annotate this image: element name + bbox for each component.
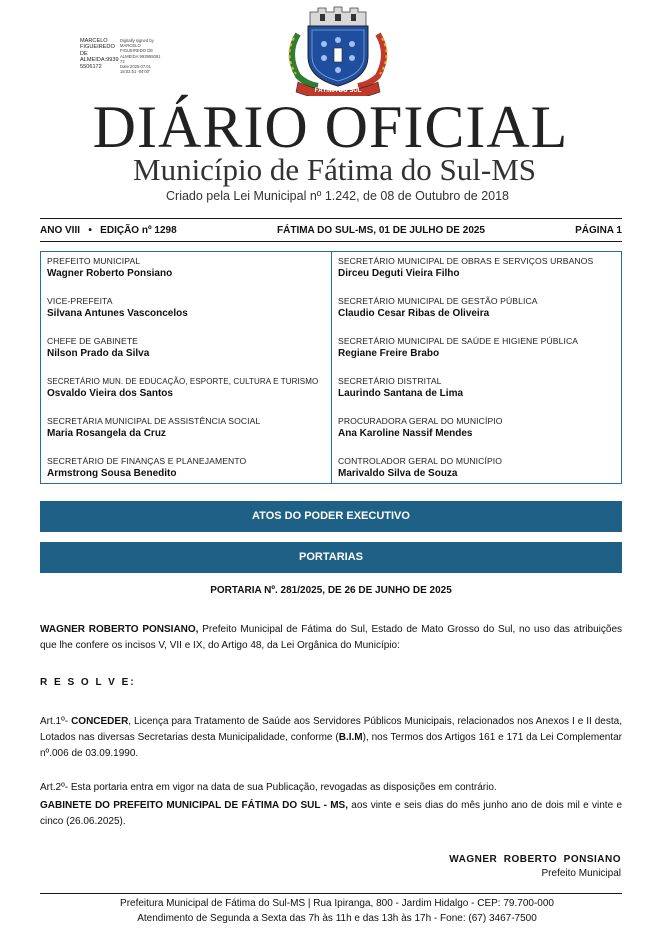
page-subtitle: Município de Fátima do Sul-MS — [133, 152, 536, 187]
digital-signature — [80, 38, 166, 74]
section-banner-portarias: PORTARIAS — [40, 542, 622, 573]
footer-address: Prefeitura Municipal de Fátima do Sul-MS | Rua Ipiranga, 800 - Jardim Hidalgo - CEP: 79.700-000 — [120, 898, 554, 909]
official-role: SECRETÁRIO DE FINANÇAS E PLANEJAMENTO — [47, 456, 247, 466]
official-role: SECRETÁRIO MUNICIPAL DE SAÚDE E HIGIENE PÚBLICA — [338, 336, 579, 346]
official-entry — [338, 452, 615, 492]
signature-info: Digitally signed by MARCELO FIGUEIREDO DE ALMEIDA:993955061 72 Date:2025.07.01 18:02:51 -04'00' — [120, 38, 161, 75]
signer-role: Prefeito Municipal — [541, 868, 621, 879]
official-entry — [338, 292, 615, 332]
portaria-closing: GABINETE DO PREFEITO MUNICIPAL DE FÁTIMA DO SUL - MS, aos vinte e seis dias do mês junho ano de dois mil e vinte e cinco (26.06.2025). — [40, 800, 622, 827]
official-entry — [338, 332, 615, 372]
official-name: Maria Rosangela da Cruz — [47, 428, 166, 439]
official-name: Silvana Antunes Vasconcelos — [47, 308, 188, 319]
signoff — [449, 853, 621, 881]
page-number: PÁGINA 1 — [575, 224, 622, 236]
page-footer — [40, 893, 622, 926]
signature-name: MARCELO FIGUEIREDO DE ALMEIDA:9939 5506172 — [80, 38, 119, 70]
official-name: Claudio Cesar Ribas de Oliveira — [338, 308, 490, 319]
signer-name: WAGNER ROBERTO PONSIANO — [449, 854, 621, 865]
official-name: Laurindo Santana de Lima — [338, 388, 464, 399]
official-entry — [338, 252, 615, 292]
official-name: Nilson Prado da Silva — [47, 348, 150, 359]
official-name: Armstrong Sousa Benedito — [47, 468, 177, 479]
edition-bar — [40, 218, 622, 242]
footer-hours: Atendimento de Segunda a Sexta das 7h às 11h e das 13h às 17h - Fone: (67) 3467-7500 — [137, 913, 537, 924]
edition-date: FÁTIMA DO SUL-MS, 01 DE JULHO DE 2025 — [277, 224, 485, 236]
official-name: Osvaldo Vieira dos Santos — [47, 388, 173, 399]
article-2: Art.2º- Esta portaria entra em vigor na data de sua Publicação, revogadas as disposições em contrário. — [40, 782, 497, 793]
official-name: Dirceu Deguti Vieira Filho — [338, 268, 460, 279]
official-entry — [47, 412, 325, 452]
official-name: Ana Karoline Nassif Mendes — [338, 428, 473, 439]
official-role: SECRETÁRIO DISTRITAL — [338, 376, 442, 386]
official-role: CONTROLADOR GERAL DO MUNICÍPIO — [338, 456, 503, 466]
officials-column-right — [331, 252, 621, 483]
official-name: Regiane Freire Brabo — [338, 348, 440, 359]
official-role: SECRETÁRIA MUNICIPAL DE ASSISTÊNCIA SOCIAL — [47, 416, 261, 426]
official-entry — [47, 372, 325, 412]
official-role: PREFEITO MUNICIPAL — [47, 256, 141, 266]
official-entry — [47, 332, 325, 372]
edition-number: ANO VIII • EDIÇÃO nº 1298 — [40, 224, 177, 236]
portaria-intro: WAGNER ROBERTO PONSIANO, Prefeito Municipal de Fátima do Sul, Estado de Mato Grosso do Sul, no uso das atribuições que lhe confere os incisos V, VII e IX, do Artigo 48, da Lei Orgânica do Município: — [40, 624, 623, 651]
crest-ribbon-text: FÁTIMA DO SUL — [314, 88, 362, 94]
official-role: SECRETÁRIO MUNICIPAL DE OBRAS E SERVIÇOS URBANOS — [338, 256, 594, 266]
official-role: VICE-PREFEITA — [47, 296, 113, 306]
page-title: DIÁRIO OFICIAL — [92, 94, 569, 160]
official-entry — [47, 292, 325, 332]
official-role: SECRETÁRIO MUNICIPAL DE GESTÃO PÚBLICA — [338, 296, 538, 306]
resolve-heading: R E S O L V E: — [40, 677, 136, 688]
article-1: Art.1º- CONCEDER, Licença para Tratamento de Saúde aos Servidores Públicos Municipais, relacionados nos Anexos I e II desta, Lotados nas diversas Secretarias desta Municipalidade, conforme (B.I.M), nos Termos dos Artigos 161 e 171 da Lei Complementar nº.006 de 03.09.1990. — [40, 716, 623, 759]
official-name: Wagner Roberto Ponsiano — [47, 268, 173, 279]
official-entry — [338, 372, 615, 412]
official-entry — [47, 252, 325, 292]
official-role: PROCURADORA GERAL DO MUNICÍPIO — [338, 416, 503, 426]
official-entry — [338, 412, 615, 452]
officials-table — [40, 251, 622, 484]
official-role: SECRETÁRIO MUN. DE EDUCAÇÃO, ESPORTE, CULTURA E TURISMO — [47, 377, 319, 386]
official-entry — [47, 452, 325, 492]
section-banner-executive: ATOS DO PODER EXECUTIVO — [40, 501, 622, 532]
portaria-title: PORTARIA Nº. 281/2025, DE 26 DE JUNHO DE 2025 — [210, 585, 452, 596]
official-role: CHEFE DE GABINETE — [47, 336, 138, 346]
municipal-crest-icon — [268, 4, 408, 96]
officials-column-left — [41, 252, 331, 483]
creation-law: Criado pela Lei Municipal nº 1.242, de 08 de Outubro de 2018 — [166, 189, 509, 203]
official-name: Marivaldo Silva de Souza — [338, 468, 458, 479]
